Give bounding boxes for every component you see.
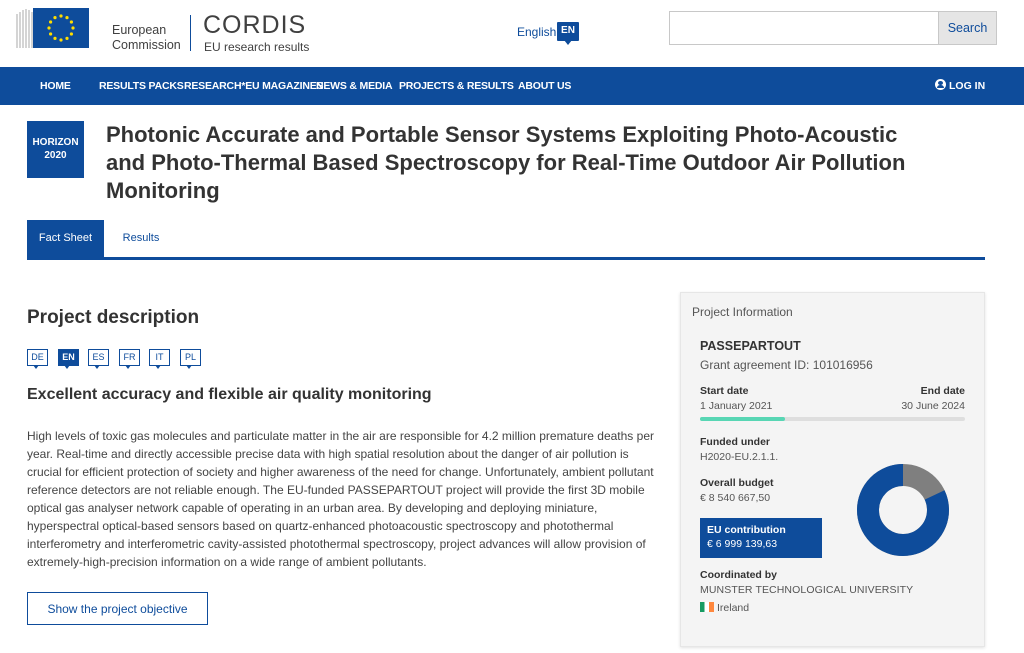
site-title[interactable]: CORDIS (203, 11, 307, 39)
start-date-label: Start date (700, 385, 749, 397)
nav-results-packs[interactable]: RESULTS PACKS (99, 80, 184, 92)
main-navigation (0, 67, 1024, 105)
nav-news-media[interactable]: NEWS & MEDIA (316, 80, 393, 92)
programme-line-2: 2020 (44, 150, 67, 161)
info-card-title: Project Information (692, 305, 793, 319)
lang-tag-it[interactable]: IT (149, 349, 170, 366)
eu-contribution-label: EU contribution (707, 524, 786, 536)
show-objective-button[interactable]: Show the project objective (27, 592, 208, 625)
tabs-underline (27, 257, 985, 260)
tab-fact-sheet[interactable]: Fact Sheet (27, 220, 104, 257)
project-title: Photonic Accurate and Portable Sensor Systems Exploiting Photo-Acoustic and Photo-Thermal Based Spectroscopy for Real-Time Outdoor Air Pollution Monitoring (106, 122, 906, 203)
country-name: Ireland (717, 602, 750, 614)
login-label: LOG IN (949, 80, 986, 92)
project-description-heading: Project description (27, 307, 200, 328)
grant-label: Grant agreement ID: (700, 358, 813, 372)
end-date-label: End date (920, 385, 965, 397)
coordinator-name[interactable]: MUNSTER TECHNOLOGICAL UNIVERSITY (700, 584, 914, 596)
user-icon (935, 79, 946, 90)
overall-budget-label: Overall budget (700, 477, 774, 489)
language-badge[interactable]: EN (557, 22, 579, 41)
ireland-flag-icon (700, 602, 714, 612)
nav-research-eu-magazines[interactable]: RESEARCH*EU MAGAZINES (184, 80, 324, 92)
ec-logo-text (112, 23, 181, 53)
lang-tag-de[interactable]: DE (27, 349, 48, 366)
eu-flag-icon (33, 8, 89, 48)
eu-contribution-box (700, 518, 822, 558)
funded-under-value[interactable]: H2020-EU.2.1.1. (700, 451, 779, 463)
lang-tag-pl[interactable]: PL (180, 349, 201, 366)
summary-text: High levels of toxic gas molecules and particulate matter in the air are responsible for 4.2 million premature deaths per year. Real-time and directly accessible precise data with high spatial resolution about the danger of air pollution is crucial for efficient protection of society and higher awareness of the need for change. Unfortunately, ambient pollutant reference detectors are not reliable enough. The EU-funded PASSEPARTOUT project will provide the first 3D mobile optical gas analyser network capable of operating in an urban area. By developing and deploying miniature, hyperspectral optical-based sensors based on quartz-enhanced photoacoustic spectroscopy and photothermal interferometry and interferometric cavity-assisted photothermal spectroscopy, project advances will allow provision of extremely-high-precision information on a wide range of ambient pollutants. (27, 429, 654, 569)
lang-tag-es[interactable]: ES (88, 349, 109, 366)
ec-line-2: Commission (112, 38, 181, 52)
nav-about-us[interactable]: ABOUT US (518, 80, 572, 92)
login-link[interactable] (935, 79, 985, 92)
funded-under-label: Funded under (700, 436, 770, 448)
summary-heading: Excellent accuracy and flexible air quality monitoring (27, 386, 432, 403)
language-selector-label[interactable]: English (517, 25, 557, 39)
programme-badge (27, 121, 84, 178)
site-subtitle: EU research results (204, 40, 310, 54)
ec-building-icon (15, 6, 35, 50)
search-input[interactable] (669, 11, 939, 45)
lang-tag-fr[interactable]: FR (119, 349, 140, 366)
progress-fill (700, 417, 785, 421)
lang-tag-en[interactable]: EN (58, 349, 79, 366)
project-information-card (680, 292, 985, 647)
site-header (0, 0, 1024, 67)
grant-id: 101016956 (812, 358, 873, 372)
tab-results[interactable]: Results (122, 232, 160, 244)
search-button[interactable]: Search (938, 11, 997, 45)
programme-line-1: HORIZON (32, 137, 79, 148)
budget-donut-chart (856, 463, 950, 557)
overall-budget-value: € 8 540 667,50 (700, 492, 771, 504)
eu-contribution-value: € 6 999 139,63 (707, 538, 778, 550)
start-date: 1 January 2021 (700, 400, 773, 412)
logo-divider (190, 15, 191, 51)
end-date: 30 June 2024 (901, 400, 965, 412)
european-commission-logo[interactable] (15, 6, 105, 50)
coordinated-by-label: Coordinated by (700, 569, 778, 581)
ec-line-1: European (112, 23, 167, 37)
project-timeline-progress (700, 417, 965, 421)
project-acronym: PASSEPARTOUT (700, 339, 801, 353)
nav-home[interactable]: HOME (40, 80, 71, 92)
nav-projects-results[interactable]: PROJECTS & RESULTS (399, 80, 514, 92)
coordinator-country (700, 602, 749, 614)
grant-agreement (700, 358, 873, 372)
